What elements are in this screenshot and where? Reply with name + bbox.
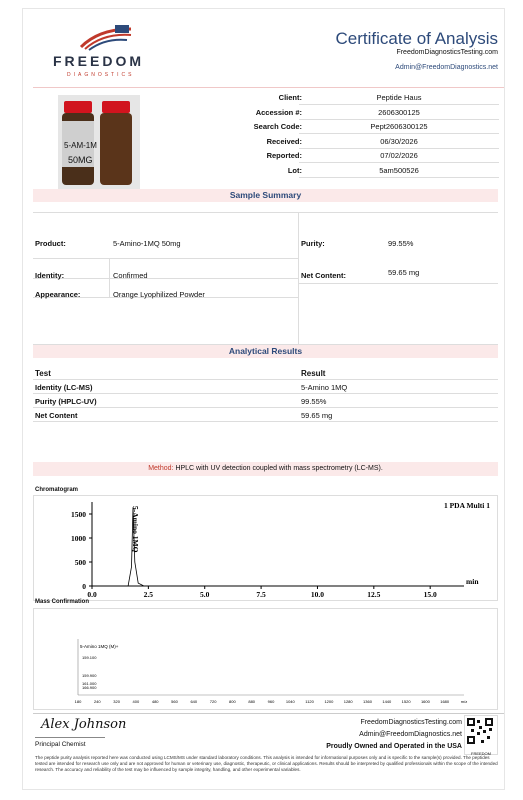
- mass-spectrum-chart: [34, 609, 497, 709]
- mass-label: Mass Confirmation: [35, 599, 90, 605]
- chart-title: 1 PDA Multi 1: [443, 501, 490, 510]
- mass-panel: [33, 608, 498, 710]
- x-tick-label: 320: [113, 699, 120, 704]
- x-tick-label: 560: [171, 699, 178, 704]
- header-email[interactable]: Admin@FreedomDiagnostics.net: [395, 64, 498, 71]
- footer-website[interactable]: FreedomDiagnosticsTesting.com: [360, 719, 462, 726]
- x-tick-label: 480: [151, 699, 159, 704]
- disclaimer: The peptide purity analysis reported here was conducted using LCMS/MS under standard laboratory conditions. This analysis is intended for informational purposes only and is specific to the sample(s) provided. The peptides tested are intended for research use only and are not approved for human or veterinary use, diagnostic, therapeutic, or clinical applications. Results should be interpreted by qualified professionals within the scope of the intended research. The accuracy and reliability of the test may be influenced by sample integrity, handling, and other experimental variables.: [35, 755, 498, 772]
- x-tick-label: 1440: [382, 699, 392, 704]
- method-banner: [33, 462, 498, 476]
- x-axis-label: min: [466, 577, 479, 586]
- x-tick-label: 720: [209, 699, 217, 704]
- x-tick-label: 15.0: [423, 590, 437, 599]
- brand-logo: [53, 23, 148, 83]
- x-tick-label: 400: [132, 699, 140, 704]
- info-divider: [299, 162, 499, 163]
- x-tick-label: 10.0: [310, 590, 325, 599]
- x-tick-label: 1280: [343, 699, 353, 704]
- chromatogram-trace: [92, 507, 464, 586]
- chromatogram-chart: [34, 496, 497, 600]
- footer-tagline: Proudly Owned and Operated in the USA: [326, 743, 462, 750]
- qr-code: [464, 715, 498, 755]
- x-tick-label: 5.0: [200, 590, 210, 599]
- brand-subtitle: DIAGNOSTICS: [67, 72, 135, 78]
- info-divider: [299, 148, 499, 149]
- result-test: Net Content: [35, 411, 78, 420]
- content-value: 59.65 mg: [388, 268, 420, 277]
- chromatogram-label: Chromatogram: [35, 487, 79, 493]
- info-value: 07/02/2026: [380, 151, 418, 160]
- info-label: Search Code:: [253, 122, 302, 131]
- peak-label: 5-Amino 1MQ: [131, 506, 141, 553]
- signer-title: Principal Chemist: [35, 741, 86, 748]
- identity-label: Identity:: [35, 271, 65, 280]
- y-tick-label: 1000: [71, 534, 86, 543]
- content-label: Net Content:: [301, 271, 346, 280]
- analytical-results-table: [33, 365, 498, 465]
- x-tick-label: 800: [229, 699, 236, 704]
- x-tick-label: 12.5: [367, 590, 381, 599]
- x-tick-label: 1600: [420, 699, 430, 704]
- page-title: Certificate of Analysis: [335, 29, 498, 48]
- certificate-page: [22, 8, 505, 790]
- chromatogram-panel: [33, 495, 498, 601]
- signature-line: [35, 737, 105, 738]
- brand-name: FREEDOM: [53, 53, 144, 69]
- method-text: HPLC with UV detection coupled with mass spectrometry (LC-MS).: [175, 465, 383, 472]
- header-divider: [33, 87, 504, 88]
- peak-label: 161.000: [82, 681, 97, 686]
- x-tick-label: 1680: [440, 699, 450, 704]
- info-divider: [299, 119, 499, 120]
- x-tick-label: 1120: [305, 699, 314, 704]
- info-label: Lot:: [287, 165, 302, 175]
- product-label: Product:: [35, 239, 66, 248]
- footer-divider: [33, 713, 504, 714]
- flag-swoosh-icon: [75, 23, 135, 51]
- x-tick-label: 1040: [285, 699, 295, 704]
- qr-code-icon: [465, 716, 495, 746]
- x-tick-label: 1200: [324, 699, 334, 704]
- vial-label-line2: 50MG: [68, 155, 93, 165]
- info-divider: [299, 133, 499, 134]
- info-value: 06/30/2026: [380, 136, 418, 146]
- x-tick-label: 0.0: [87, 590, 97, 599]
- product-value: 5-Amino-1MQ 50mg: [113, 239, 181, 248]
- x-tick-label: 1360: [363, 699, 372, 704]
- col-test-header: Test: [35, 369, 51, 378]
- peak-label: 159.900: [82, 673, 97, 678]
- purity-value: 99.55%: [388, 239, 414, 248]
- x-tick-label: 880: [248, 699, 256, 704]
- result-value: 99.55%: [301, 397, 327, 406]
- product-photo: [58, 95, 140, 189]
- x-tick-label: 960: [267, 699, 275, 704]
- x-tick-label: 180: [74, 699, 82, 704]
- appearance-value: Orange Lyophilized Powder: [113, 290, 205, 299]
- x-tick-label: 2.5: [143, 590, 154, 599]
- y-tick-label: 500: [74, 558, 86, 567]
- info-divider: [299, 177, 499, 178]
- info-value: Peptide Haus: [376, 93, 422, 102]
- peak-label: 166.900: [82, 685, 97, 690]
- x-tick-label: 640: [190, 699, 198, 704]
- info-value: 5am500526: [379, 165, 419, 175]
- y-tick-label: 0: [82, 582, 86, 591]
- header-website[interactable]: FreedomDiagnosticsTesting.com: [396, 49, 498, 56]
- y-tick-label: 1500: [71, 510, 86, 519]
- method-label: Method:: [148, 465, 174, 472]
- identity-value: Confirmed: [113, 271, 148, 280]
- result-value: 5-Amino 1MQ: [301, 383, 348, 392]
- sample-summary-heading: Sample Summary: [33, 189, 498, 202]
- info-label: Client:: [278, 93, 302, 102]
- sample-summary-table: [33, 212, 498, 344]
- qr-label: FREEDOM: [471, 751, 491, 756]
- appearance-label: Appearance:: [35, 290, 81, 299]
- x-tick-label: m/z: [460, 699, 468, 704]
- purity-label: Purity:: [301, 239, 325, 248]
- x-tick-label: 1520: [401, 699, 411, 704]
- analytical-results-heading: Analytical Results: [33, 345, 498, 358]
- info-label: Received:: [266, 136, 302, 146]
- info-divider: [299, 104, 499, 105]
- info-value: Pept2606300125: [370, 122, 428, 131]
- col-result-header: Result: [301, 369, 326, 378]
- result-test: Purity (HPLC-UV): [35, 397, 97, 406]
- info-label: Accession #:: [255, 107, 302, 117]
- x-tick-label: 240: [93, 699, 101, 704]
- footer-email[interactable]: Admin@FreedomDiagnostics.net: [359, 731, 462, 738]
- info-label: Reported:: [266, 151, 302, 160]
- result-test: Identity (LC-MS): [35, 383, 93, 392]
- mass-title: 5-Amino 1MQ (M)+: [80, 644, 119, 649]
- vial-label-line1: 5-AM-1M: [64, 141, 97, 150]
- peak-label: 159.100: [82, 655, 97, 660]
- info-value: 2606300125: [378, 107, 420, 117]
- signature: Alex Johnson: [41, 717, 127, 732]
- result-value: 59.65 mg: [301, 411, 333, 420]
- x-tick-label: 7.5: [256, 590, 266, 599]
